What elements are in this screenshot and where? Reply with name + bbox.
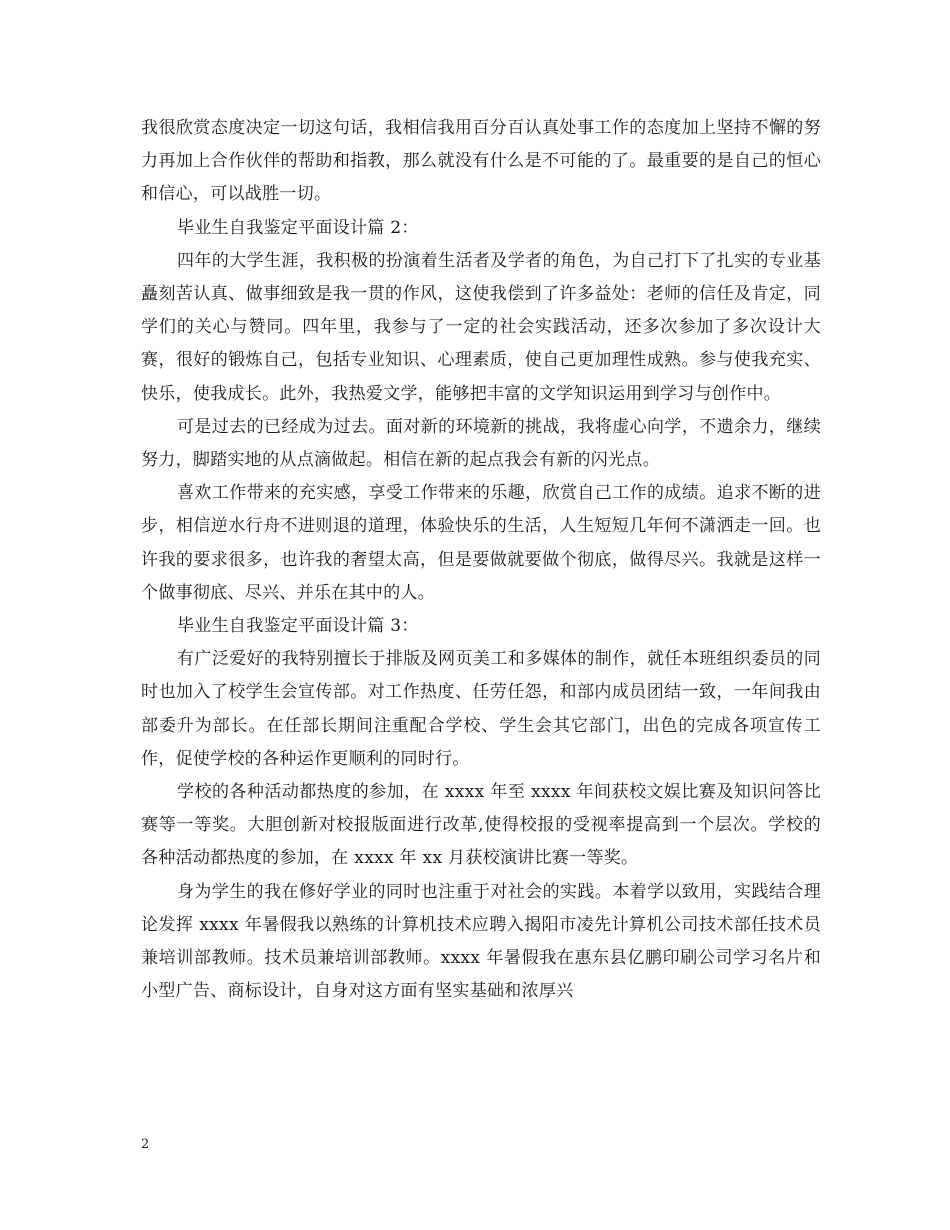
- page-number: 2: [141, 1137, 150, 1152]
- paragraph-new-challenges: 可是过去的已经成为过去。面对新的环境新的挑战，我将虚心向学，不遗余力，继续努力，脚踏实地的从点滴做起。相信在新的起点我会有新的闪光点。: [141, 416, 821, 471]
- paragraph-university-years: 四年的大学生涯，我积极的扮演着生活者及学者的角色，为自己打下了扎实的专业基矗刻苦认真、做事细致是我一贯的作风，这使我偿到了许多益处：老师的信任及肯定，同学们的关心与赞同。四年里，我参与了一定的社会实践活动，还多次参加了多次设计大赛，很好的锻炼自己，包括专业知识、心理素质，使自己更加理性成熟。参与使我充实、快乐，使我成长。此外，我热爱文学，能够把丰富的文学知识运用到学习与创作中。: [141, 250, 821, 404]
- document-body: [141, 112, 821, 1008]
- paragraph-publicity-department: 有广泛爱好的我特别擅长于排版及网页美工和多媒体的制作，就任本班组织委员的同时也加入了校学生会宣传部。对工作热度、任劳任怨，和部内成员团结一致，一年间我由部委升为部长。在任部长期间注重配合学校、学生会其它部门，出色的完成各项宣传工作，促使学校的各种运作更顺利的同时行。: [141, 649, 821, 769]
- section-heading-part-2: 毕业生自我鉴定平面设计篇 2：: [177, 217, 419, 238]
- paragraph-intro: 我很欣赏态度决定一切这句话，我相信我用百分百认真处事工作的态度加上坚持不懈的努力再加上合作伙伴的帮助和指教，那么就没有什么是不可能的了。最重要的是自己的恒心和信心，可以战胜一切。: [141, 118, 821, 205]
- section-heading-part-3: 毕业生自我鉴定平面设计篇 3：: [177, 616, 419, 637]
- paragraph-work-enjoyment: 喜欢工作带来的充实感，享受工作带来的乐趣，欣赏自己工作的成绩。追求不断的进步，相信逆水行舟不进则退的道理，体验快乐的生活，人生短短几年何不潇洒走一回。也许我的要求很多，也许我的奢望太高，但是要做就要做个彻底，做得尽兴。我就是这样一个做事彻底、尽兴、并乐在其中的人。: [141, 483, 821, 603]
- paragraph-social-practice: 身为学生的我在修好学业的同时也注重于对社会的实践。本着学以致用，实践结合理论发挥 xxxx 年暑假我以熟练的计算机技术应聘入揭阳市凌先计算机公司技术部任技术员兼培训部教师。技术员兼培训部教师。xxxx 年暑假我在惠东县亿鹏印刷公司学习名片和小型广告、商标设计，自身对这方面有坚实基础和浓厚兴: [141, 881, 821, 1002]
- paragraph-school-activities: 学校的各种活动都热度的参加，在 xxxx 年至 xxxx 年间获校文娱比赛及知识问答比赛等一等奖。大胆创新对校报版面进行改革,使得校报的受视率提高到一个层次。学校的各种活动都热度的参加，在 xxxx 年 xx 月获校演讲比赛一等奖。: [141, 782, 821, 869]
